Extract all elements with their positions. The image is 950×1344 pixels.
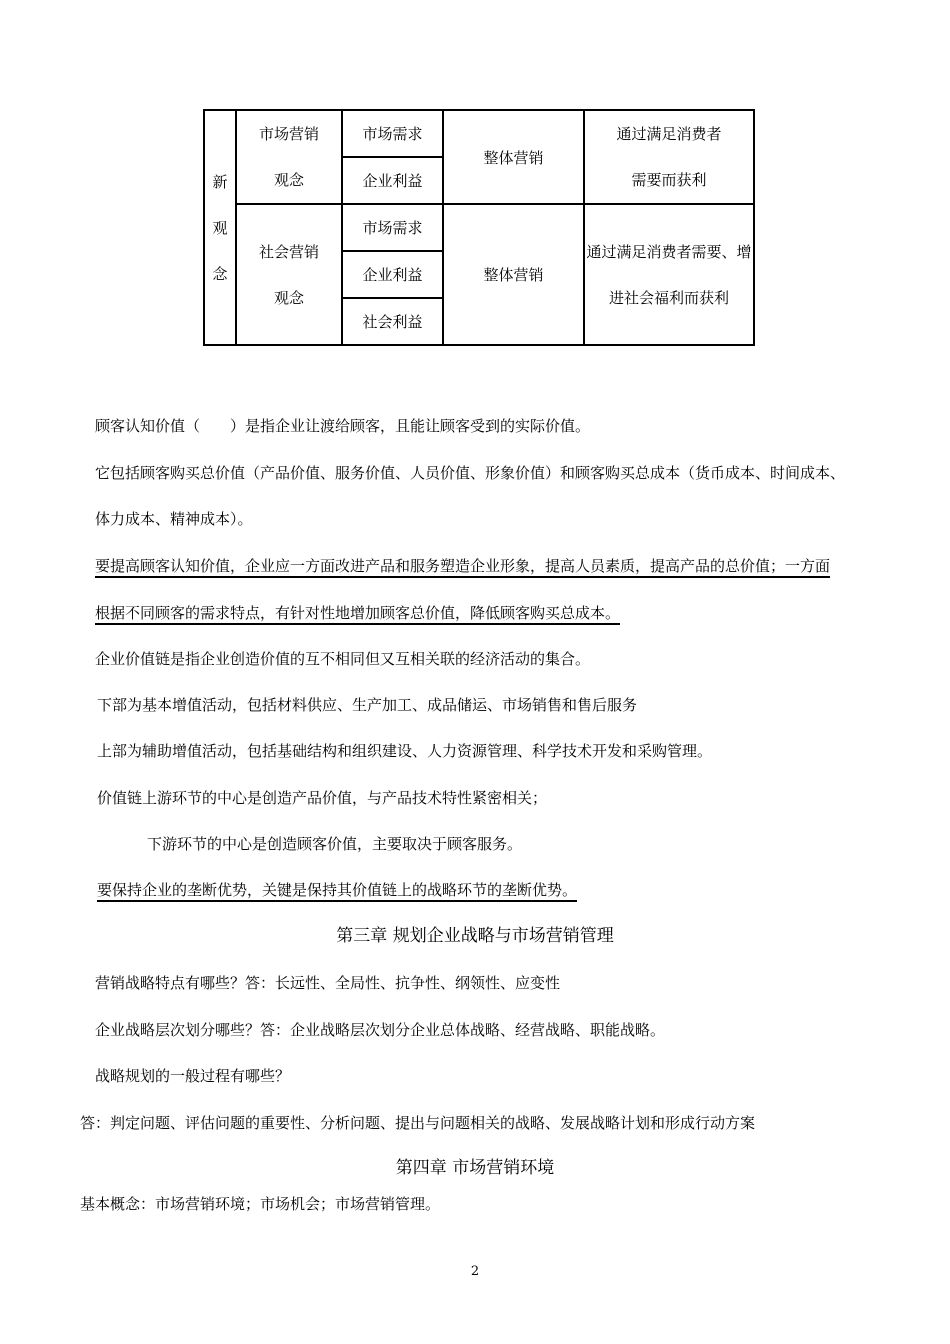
label-char: 观 <box>212 218 228 237</box>
question-1: 营销战略特点有哪些？答：长远性、全局性、抗争性、纲领性、应变性 <box>95 974 561 992</box>
marketing-concept-cell <box>236 110 342 204</box>
means-cell: 整体营销 <box>443 110 584 204</box>
underlined-paragraph <box>95 556 830 576</box>
paragraph: 下部为基本增值活动，包括材料供应、生产加工、成品储运、市场销售和售后服务 <box>97 696 638 714</box>
goal-text: 进社会福利而获利 <box>608 288 729 307</box>
underlined-paragraph <box>95 603 620 623</box>
paragraph: 下游环节的中心是创造顾客价值，主要取决于顾客服务。 <box>147 835 523 853</box>
means-cell: 整体营销 <box>443 204 584 345</box>
goal-text: 通过满足消费者需要、增 <box>586 242 752 261</box>
question-2: 企业战略层次划分哪些？答：企业战略层次划分企业总体战略、经营战略、职能战略。 <box>95 1021 666 1039</box>
underlined-paragraph <box>97 880 577 900</box>
focus-cell: 社会利益 <box>342 298 443 345</box>
label-char: 念 <box>212 264 228 283</box>
focus-cell: 市场需求 <box>342 110 443 157</box>
concept-name: 观念 <box>273 288 304 307</box>
chapter-4-title: 第四章 市场营销环境 <box>395 1158 555 1178</box>
underlined-text: 根据不同顾客的需求特点，有针对性地增加顾客总价值，降低顾客购买总成本。 <box>95 604 620 625</box>
answer-3: 答：判定问题、评估问题的重要性、分析问题、提出与问题相关的战略、发展战略计划和形成行动方案 <box>80 1114 756 1132</box>
concept-name: 市场营销 <box>258 125 319 143</box>
marketing-concepts-table <box>203 109 755 346</box>
paragraph: 企业价值链是指企业创造价值的互不相同但又互相关联的经济活动的集合。 <box>95 650 591 668</box>
focus-cell: 企业利益 <box>342 157 443 204</box>
goal-text: 通过满足消费者 <box>616 125 722 143</box>
paragraph: 体力成本、精神成本）。 <box>95 510 253 528</box>
label-char: 新 <box>212 172 228 191</box>
new-concept-label <box>204 110 236 345</box>
underlined-text: 要提高顾客认知价值，企业应一方面改进产品和服务塑造企业形象，提高人员素质，提高产品的总价值；一方面 <box>95 557 830 578</box>
underlined-text: 要保持企业的垄断优势，关键是保持其价值链上的战略环节的垄断优势。 <box>97 881 577 902</box>
focus-cell: 企业利益 <box>342 251 443 298</box>
basic-concepts: 基本概念：市场营销环境；市场机会；市场营销管理。 <box>80 1195 441 1213</box>
question-3: 战略规划的一般过程有哪些？ <box>95 1067 291 1085</box>
paragraph: 上部为辅助增值活动，包括基础结构和组织建设、人力资源管理、科学技术开发和采购管理。 <box>97 742 713 760</box>
concept-name: 社会营销 <box>258 242 319 261</box>
concept-name: 观念 <box>273 171 304 189</box>
paragraph: 它包括顾客购买总价值（产品价值、服务价值、人员价值、形象价值）和顾客购买总成本（货币成本、时间成本、 <box>95 464 846 482</box>
goal-text: 需要而获利 <box>631 171 707 189</box>
paragraph: 顾客认知价值（ ）是指企业让渡给顾客，且能让顾客受到的实际价值。 <box>95 417 591 435</box>
page-number: 2 <box>470 1264 480 1279</box>
focus-cell: 市场需求 <box>342 204 443 251</box>
social-marketing-concept-cell <box>236 204 342 345</box>
paragraph: 价值链上游环节的中心是创造产品价值，与产品技术特性紧密相关； <box>97 789 548 807</box>
goal-cell <box>584 204 754 345</box>
chapter-3-title: 第三章 规划企业战略与市场营销管理 <box>336 926 614 946</box>
goal-cell <box>584 110 754 204</box>
